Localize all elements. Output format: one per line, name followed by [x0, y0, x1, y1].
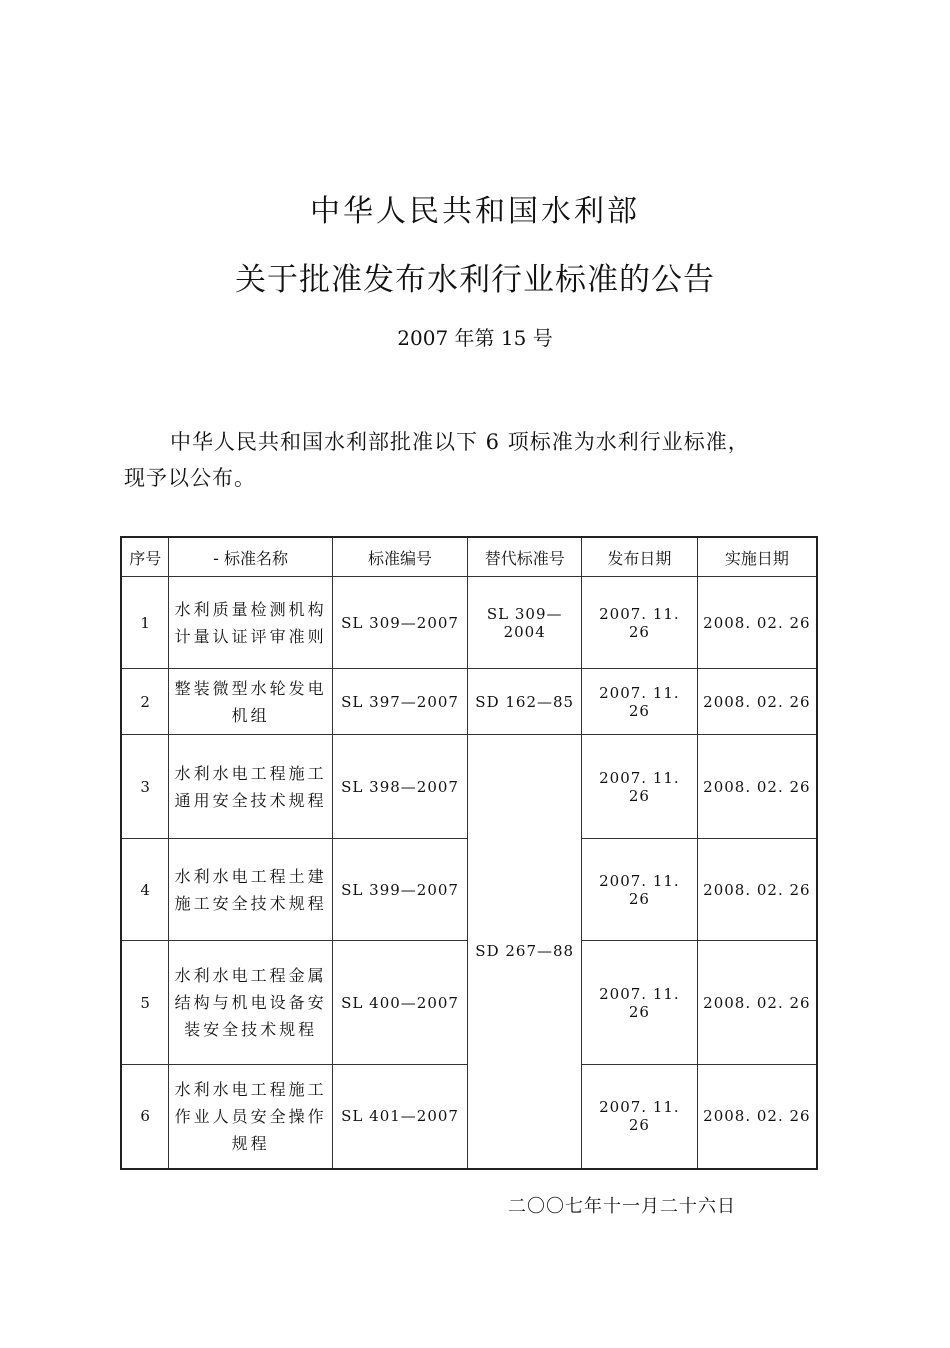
cell-name: 水利水电工程土建施工安全技术规程: [169, 839, 332, 941]
cell-index: 1: [121, 577, 169, 669]
cell-index: 4: [121, 839, 169, 941]
announcement-paragraph: [124, 424, 824, 496]
table-row: [121, 735, 817, 839]
cell-issued: 2007. 11. 26: [582, 735, 698, 839]
cell-issued: 2007. 11. 26: [582, 669, 698, 735]
header-replaces: 替代标准号: [468, 537, 582, 577]
cell-effective: 2008. 02. 26: [697, 839, 817, 941]
cell-effective: 2008. 02. 26: [697, 669, 817, 735]
cell-index: 3: [121, 735, 169, 839]
cell-code: SL 399—2007: [332, 839, 468, 941]
cell-effective: 2008. 02. 26: [697, 735, 817, 839]
header-index: 序号: [121, 537, 169, 577]
header-effective: 实施日期: [697, 537, 817, 577]
cell-name: 整装微型水轮发电机组: [169, 669, 332, 735]
cell-issued: 2007. 11. 26: [582, 941, 698, 1065]
cell-effective: 2008. 02. 26: [697, 1065, 817, 1169]
document-number: 2007 年第 15 号: [397, 326, 553, 350]
table-row: [121, 577, 817, 669]
cell-replaces: SD 162—85: [468, 669, 582, 735]
cell-issued: 2007. 11. 26: [582, 839, 698, 941]
header-issued: 发布日期: [582, 537, 698, 577]
cell-effective: 2008. 02. 26: [697, 577, 817, 669]
cell-index: 6: [121, 1065, 169, 1169]
cell-replaces-merged: SD 267—88: [468, 735, 582, 1169]
paragraph-line-1: 中华人民共和国水利部批准以下 6 项标准为水利行业标准，: [170, 430, 750, 454]
cell-code: SL 397—2007: [332, 669, 468, 735]
cell-name: 水利水电工程金属结构与机电设备安装安全技术规程: [169, 941, 332, 1065]
cell-replaces: SL 309—2004: [468, 577, 582, 669]
cell-issued: 2007. 11. 26: [582, 1065, 698, 1169]
cell-effective: 2008. 02. 26: [697, 941, 817, 1065]
cell-code: SL 398—2007: [332, 735, 468, 839]
standards-table: [120, 536, 818, 1170]
cell-code: SL 400—2007: [332, 941, 468, 1065]
paragraph-line-2: 现予以公布。: [124, 466, 256, 490]
cell-code: SL 401—2007: [332, 1065, 468, 1169]
table-row: [121, 669, 817, 735]
header-name: - 标准名称: [169, 537, 332, 577]
cell-name: 水利质量检测机构计量认证评审准则: [169, 577, 332, 669]
table-header-row: [121, 537, 817, 577]
ministry-title: 中华人民共和国水利部: [310, 194, 640, 229]
cell-issued: 2007. 11. 26: [582, 577, 698, 669]
cell-name: 水利水电工程施工作业人员安全操作规程: [169, 1065, 332, 1169]
cell-name: 水利水电工程施工通用安全技术规程: [169, 735, 332, 839]
signature-date: 二〇〇七年十一月二十六日: [508, 1196, 736, 1217]
announcement-title: 关于批准发布水利行业标准的公告: [235, 262, 715, 298]
cell-index: 5: [121, 941, 169, 1065]
cell-index: 2: [121, 669, 169, 735]
cell-code: SL 309—2007: [332, 577, 468, 669]
header-code: 标准编号: [332, 537, 468, 577]
